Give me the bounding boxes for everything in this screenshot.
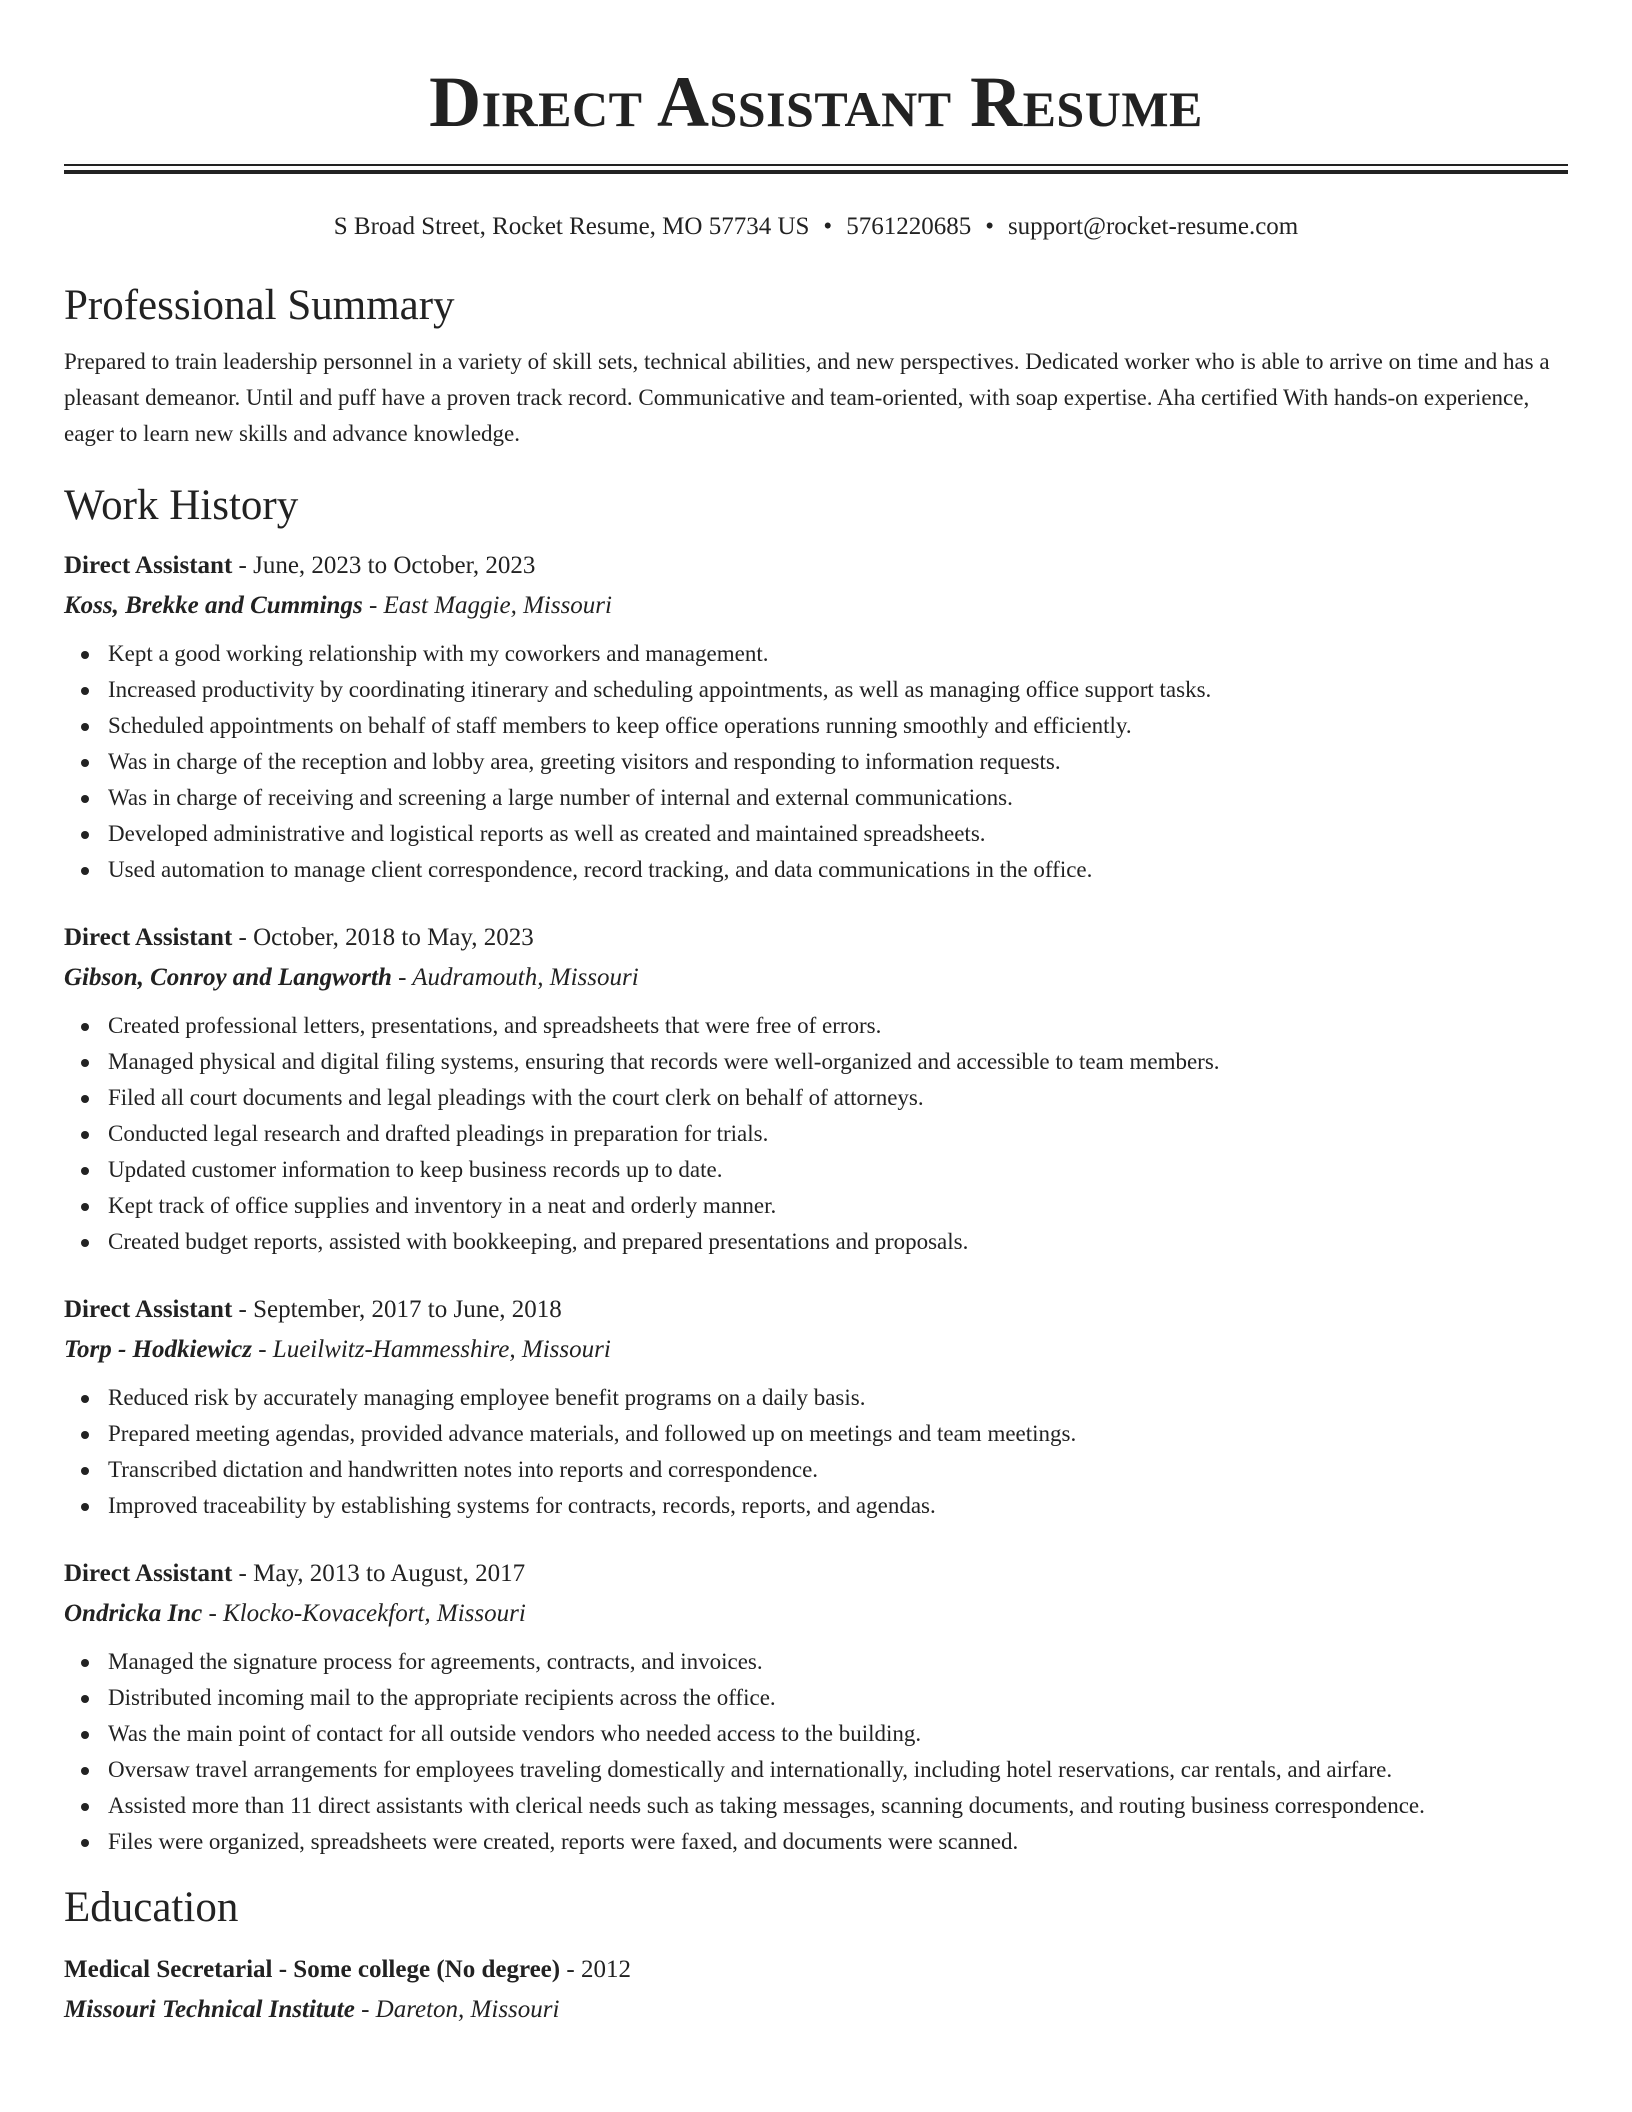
job-bullet: Was in charge of receiving and screening a large number of internal and external communications. [64,780,1568,816]
job-title-line [64,1290,1568,1330]
job-bullet: Managed the signature process for agreements, contracts, and invoices. [64,1644,1568,1680]
job-dash: - [232,1560,254,1587]
job-dash: - [232,552,254,579]
contact-separator: • [985,213,994,240]
company-location: Audramouth, Missouri [412,964,639,991]
job-bullet: Prepared meeting agendas, provided advance materials, and followed up on meetings and team meetings. [64,1416,1568,1452]
job-bullet: Filed all court documents and legal pleadings with the court clerk on behalf of attorneys. [64,1080,1568,1116]
job-bullet: Oversaw travel arrangements for employees traveling domestically and internationally, including hotel reservations, car rentals, and airfare. [64,1752,1568,1788]
job-bullet: Used automation to manage client correspondence, record tracking, and data communications in the office. [64,852,1568,888]
education-entry [64,1950,1568,2030]
degree-line [64,1950,1568,1990]
education-list [64,1950,1568,2030]
job-bullet: Updated customer information to keep business records up to date. [64,1152,1568,1188]
company-location: Lueilwitz-Hammesshire, Missouri [272,1336,611,1363]
degree-year: 2012 [580,1956,631,1983]
job-entry [64,1290,1568,1524]
company-name: Koss, Brekke and Cummings [64,592,363,619]
job-bullet-list [64,1008,1568,1260]
contact-line [64,212,1568,242]
job-dates: May, 2013 to August, 2017 [253,1560,526,1587]
job-bullet: Increased productivity by coordinating itinerary and scheduling appointments, as well as managing office support tasks. [64,672,1568,708]
resume-title: Direct Assistant Resume [429,62,1203,142]
job-bullet: Distributed incoming mail to the appropriate recipients across the office. [64,1680,1568,1716]
job-bullet: Assisted more than 11 direct assistants with clerical needs such as taking messages, scanning documents, and routing business correspondence. [64,1788,1568,1824]
company-line [64,1330,1568,1370]
company-name: Gibson, Conroy and Langworth [64,964,392,991]
job-bullet: Reduced risk by accurately managing employee benefit programs on a daily basis. [64,1380,1568,1416]
job-bullet: Kept track of office supplies and inventory in a neat and orderly manner. [64,1188,1568,1224]
company-dash: - [391,964,413,991]
education-heading: Education [64,1884,239,1931]
job-bullet: Created budget reports, assisted with bookkeeping, and prepared presentations and proposals. [64,1224,1568,1260]
job-bullet: Developed administrative and logistical reports as well as created and maintained spreadsheets. [64,816,1568,852]
job-bullet: Created professional letters, presentations, and spreadsheets that were free of errors. [64,1008,1568,1044]
job-bullet-list [64,1644,1568,1860]
school-line [64,1990,1568,2030]
job-title-line [64,1554,1568,1594]
company-dash: - [362,592,384,619]
summary-text: Prepared to train leadership personnel in a variety of skill sets, technical abilities, and new perspectives. Dedicated worker who is able to arrive on time and has a pleasant demeanor. Until and puff have a proven track record. Communicative and team-oriented, with soap expertise. Aha certified With hands-on experience, eager to learn new skills and advance knowledge. [64,349,1550,446]
job-bullet: Files were organized, spreadsheets were created, reports were faxed, and documents were scanned. [64,1824,1568,1860]
company-dash: - [202,1600,224,1627]
job-bullet: Managed physical and digital filing systems, ensuring that records were well-organized and accessible to team members. [64,1044,1568,1080]
job-title-line [64,918,1568,958]
job-bullet: Kept a good working relationship with my coworkers and management. [64,636,1568,672]
company-line [64,586,1568,626]
title-divider [64,164,1568,174]
job-bullet: Transcribed dictation and handwritten notes into reports and correspondence. [64,1452,1568,1488]
job-title: Direct Assistant [64,1560,233,1587]
job-entry [64,1554,1568,1860]
school-dash: - [354,1996,376,2023]
job-bullet: Improved traceability by establishing systems for contracts, records, reports, and agendas. [64,1488,1568,1524]
school-location: Dareton, Missouri [375,1996,560,2023]
job-dates: September, 2017 to June, 2018 [253,1296,562,1323]
job-title: Direct Assistant [64,1296,233,1323]
job-bullet: Scheduled appointments on behalf of staff members to keep office operations running smoothly and efficiently. [64,708,1568,744]
degree-dash: - [560,1956,581,1983]
job-bullet: Conducted legal research and drafted pleadings in preparation for trials. [64,1116,1568,1152]
company-name: Torp - Hodkiewicz [64,1336,252,1363]
company-name: Ondricka Inc [64,1600,203,1627]
work-history-heading: Work History [64,482,299,529]
job-title-line [64,546,1568,586]
job-dash: - [232,1296,254,1323]
school-name: Missouri Technical Institute [64,1996,355,2023]
degree-name: Medical Secretarial - Some college (No degree) [64,1956,561,1983]
job-dash: - [232,924,254,951]
summary-heading: Professional Summary [64,282,455,329]
contact-email: support@rocket-resume.com [1007,213,1299,240]
job-entry [64,546,1568,888]
job-bullet: Was in charge of the reception and lobby area, greeting visitors and responding to information requests. [64,744,1568,780]
company-location: East Maggie, Missouri [383,592,612,619]
job-title: Direct Assistant [64,552,233,579]
company-dash: - [251,1336,273,1363]
company-location: Klocko-Kovacekfort, Missouri [223,1600,526,1627]
company-line [64,958,1568,998]
contact-address: S Broad Street, Rocket Resume, MO 57734 US [333,213,810,240]
job-bullet-list [64,636,1568,888]
work-history-list [64,546,1568,1860]
job-title: Direct Assistant [64,924,233,951]
company-line [64,1594,1568,1634]
job-bullet: Was the main point of contact for all outside vendors who needed access to the building. [64,1716,1568,1752]
job-dates: June, 2023 to October, 2023 [253,552,536,579]
job-dates: October, 2018 to May, 2023 [253,924,534,951]
contact-separator: • [823,213,833,240]
contact-phone: 5761220685 [846,213,972,240]
job-entry [64,918,1568,1260]
job-bullet-list [64,1380,1568,1524]
